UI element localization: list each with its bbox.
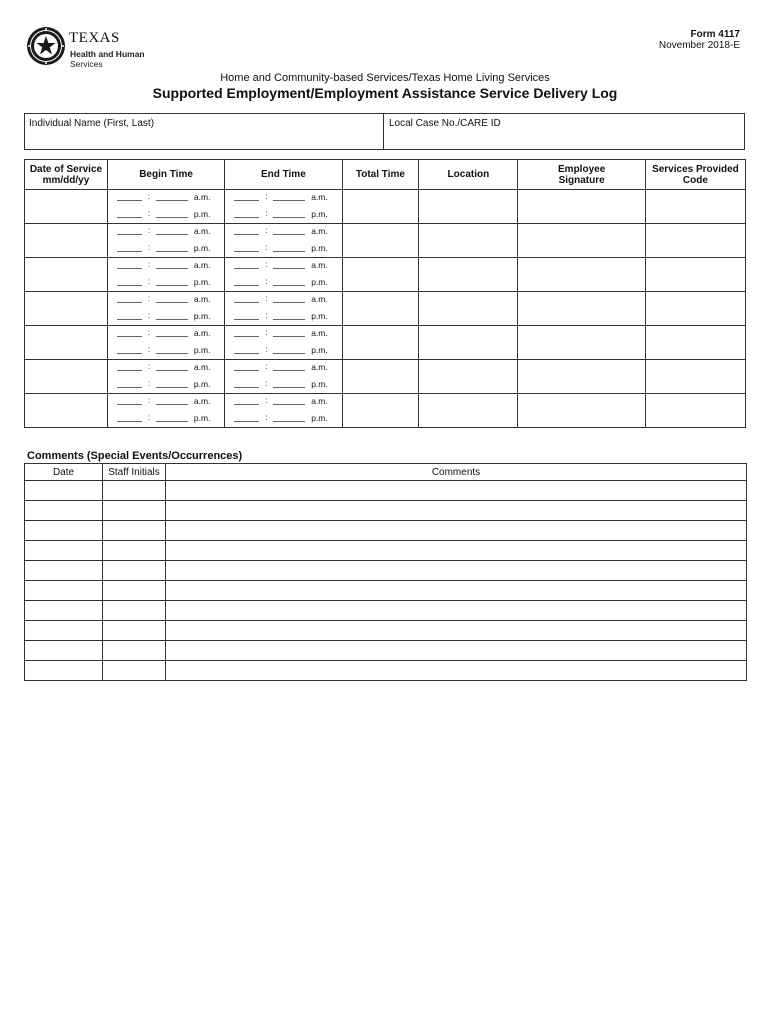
end-time-cell[interactable] — [225, 326, 342, 360]
hour-blank[interactable] — [117, 336, 142, 337]
meridiem-label: p.m. — [311, 311, 328, 321]
end-time-cell[interactable] — [225, 190, 342, 224]
am-time-input[interactable] — [108, 260, 224, 276]
comment-date-cell[interactable] — [25, 541, 103, 561]
date-of-service-cell[interactable] — [25, 360, 108, 394]
comment-text-cell[interactable] — [166, 481, 747, 501]
comment-text-cell[interactable] — [166, 641, 747, 661]
comments-section-title: Comments (Special Events/Occurrences) — [27, 450, 243, 462]
time-colon: : — [147, 209, 151, 218]
hour-blank[interactable] — [234, 200, 259, 201]
time-colon: : — [265, 277, 268, 286]
comment-date-cell[interactable] — [25, 641, 103, 661]
minute-blank[interactable] — [156, 285, 188, 286]
meridiem-label: p.m. — [311, 413, 328, 423]
staff-initials-cell[interactable] — [103, 661, 166, 681]
column-header: Location — [419, 160, 518, 190]
service-code-cell[interactable] — [645, 190, 745, 224]
minute-blank[interactable] — [273, 421, 305, 422]
minute-blank[interactable] — [156, 353, 188, 354]
minute-blank[interactable] — [156, 404, 188, 405]
am-time-input[interactable] — [225, 362, 341, 378]
date-of-service-cell[interactable] — [25, 394, 108, 428]
hour-blank[interactable] — [234, 370, 259, 371]
comment-row — [25, 501, 747, 521]
comment-text-cell[interactable] — [166, 661, 747, 681]
minute-blank[interactable] — [273, 251, 305, 252]
meridiem-label: a.m. — [311, 226, 328, 236]
employee-signature-cell[interactable] — [518, 394, 645, 428]
meridiem-label: a.m. — [193, 260, 211, 270]
time-colon: : — [265, 226, 268, 235]
total-time-cell[interactable] — [342, 258, 419, 292]
comment-date-cell[interactable] — [25, 481, 103, 501]
comment-row — [25, 581, 747, 601]
comments-column-header: Staff Initials — [103, 464, 166, 481]
meridiem-label: a.m. — [311, 396, 328, 406]
meridiem-label: a.m. — [193, 328, 211, 338]
time-colon: : — [265, 413, 268, 422]
minute-blank[interactable] — [156, 370, 188, 371]
comment-date-cell[interactable] — [25, 621, 103, 641]
service-row — [25, 190, 746, 224]
staff-initials-cell[interactable] — [103, 581, 166, 601]
logo-state-name: TEXAS — [69, 30, 120, 46]
meridiem-label: a.m. — [311, 328, 328, 338]
am-time-input[interactable] — [225, 192, 341, 208]
meridiem-label: p.m. — [193, 379, 211, 389]
hour-blank[interactable] — [117, 200, 142, 201]
total-time-cell[interactable] — [342, 190, 419, 224]
location-cell[interactable] — [419, 190, 518, 224]
pm-time-input[interactable] — [225, 413, 341, 429]
hour-blank[interactable] — [234, 268, 259, 269]
hour-blank[interactable] — [234, 404, 259, 405]
time-colon: : — [265, 328, 268, 337]
service-delivery-table — [24, 159, 746, 428]
hour-blank[interactable] — [117, 234, 142, 235]
employee-signature-cell[interactable] — [518, 190, 645, 224]
am-time-input[interactable] — [108, 226, 224, 242]
minute-blank[interactable] — [273, 200, 305, 201]
minute-blank[interactable] — [156, 251, 188, 252]
meridiem-label: a.m. — [311, 362, 328, 372]
meridiem-label: a.m. — [311, 294, 328, 304]
begin-time-cell[interactable] — [107, 326, 224, 360]
am-time-input[interactable] — [108, 192, 224, 208]
staff-initials-cell[interactable] — [103, 521, 166, 541]
employee-signature-cell[interactable] — [518, 258, 645, 292]
column-header: Begin Time — [107, 160, 224, 190]
service-row — [25, 360, 746, 394]
comment-date-cell[interactable] — [25, 601, 103, 621]
begin-time-cell[interactable] — [107, 190, 224, 224]
meridiem-label: p.m. — [311, 345, 328, 355]
employee-signature-cell[interactable] — [518, 326, 645, 360]
minute-blank[interactable] — [273, 353, 305, 354]
time-colon: : — [147, 243, 151, 252]
hour-blank[interactable] — [234, 251, 259, 252]
meridiem-label: a.m. — [193, 396, 211, 406]
end-time-cell[interactable] — [225, 360, 342, 394]
staff-initials-cell[interactable] — [103, 541, 166, 561]
comments-column-header: Comments — [166, 464, 747, 481]
hour-blank[interactable] — [117, 353, 142, 354]
hour-blank[interactable] — [117, 319, 142, 320]
hour-blank[interactable] — [117, 268, 142, 269]
am-time-input[interactable] — [225, 328, 341, 344]
meridiem-label: p.m. — [311, 379, 328, 389]
hour-blank[interactable] — [117, 251, 142, 252]
comments-column-header: Date — [25, 464, 103, 481]
hour-blank[interactable] — [234, 234, 259, 235]
hour-blank[interactable] — [234, 336, 259, 337]
hour-blank[interactable] — [234, 319, 259, 320]
meridiem-label: p.m. — [193, 243, 211, 253]
total-time-cell[interactable] — [342, 394, 419, 428]
employee-signature-cell[interactable] — [518, 292, 645, 326]
hour-blank[interactable] — [234, 353, 259, 354]
date-of-service-cell[interactable] — [25, 292, 108, 326]
time-colon: : — [147, 311, 151, 320]
time-colon: : — [265, 396, 268, 405]
location-cell[interactable] — [419, 224, 518, 258]
form-revision-date: November 2018-E — [658, 40, 740, 51]
total-time-cell[interactable] — [342, 326, 419, 360]
logo-agency-name: Health and Human Services — [70, 49, 145, 69]
am-time-input[interactable] — [108, 328, 224, 344]
staff-initials-cell[interactable] — [103, 561, 166, 581]
total-time-cell[interactable] — [342, 224, 419, 258]
meridiem-label: p.m. — [193, 277, 211, 287]
form-number: Form 4117 — [690, 29, 740, 40]
date-of-service-cell[interactable] — [25, 258, 108, 292]
comment-text-cell[interactable] — [166, 601, 747, 621]
meridiem-label: a.m. — [193, 192, 211, 202]
hour-blank[interactable] — [234, 387, 259, 388]
column-header: Date of Service mm/dd/yy — [25, 160, 108, 190]
column-header: Employee Signature — [518, 160, 645, 190]
meridiem-label: p.m. — [193, 413, 211, 423]
time-colon: : — [265, 260, 268, 269]
employee-signature-cell[interactable] — [518, 224, 645, 258]
comment-date-cell[interactable] — [25, 501, 103, 521]
service-code-cell[interactable] — [645, 258, 745, 292]
hour-blank[interactable] — [234, 421, 259, 422]
minute-blank[interactable] — [273, 387, 305, 388]
time-colon: : — [265, 192, 268, 201]
comment-date-cell[interactable] — [25, 581, 103, 601]
minute-blank[interactable] — [273, 370, 305, 371]
comment-text-cell[interactable] — [166, 541, 747, 561]
service-code-cell[interactable] — [645, 360, 745, 394]
time-colon: : — [147, 379, 151, 388]
minute-blank[interactable] — [273, 319, 305, 320]
time-colon: : — [265, 345, 268, 354]
minute-blank[interactable] — [273, 404, 305, 405]
comment-text-cell[interactable] — [166, 581, 747, 601]
meridiem-label: a.m. — [311, 260, 328, 270]
meridiem-label: a.m. — [311, 192, 328, 202]
hour-blank[interactable] — [234, 217, 259, 218]
time-colon: : — [265, 311, 268, 320]
time-colon: : — [265, 209, 268, 218]
meridiem-label: p.m. — [311, 243, 328, 253]
meridiem-label: p.m. — [193, 345, 211, 355]
minute-blank[interactable] — [156, 387, 188, 388]
date-of-service-cell[interactable] — [25, 326, 108, 360]
minute-blank[interactable] — [273, 336, 305, 337]
am-time-input[interactable] — [225, 260, 341, 276]
minute-blank[interactable] — [156, 234, 188, 235]
comment-row — [25, 601, 747, 621]
am-time-input[interactable] — [108, 396, 224, 412]
comment-row — [25, 541, 747, 561]
comment-row — [25, 481, 747, 501]
individual-info-box — [24, 113, 745, 150]
meridiem-label: a.m. — [193, 294, 211, 304]
staff-initials-cell[interactable] — [103, 501, 166, 521]
service-code-cell[interactable] — [645, 292, 745, 326]
time-colon: : — [147, 396, 151, 405]
location-cell[interactable] — [419, 292, 518, 326]
form-title: Supported Employment/Employment Assistance Service Delivery Log — [152, 85, 618, 101]
am-time-input[interactable] — [225, 294, 341, 310]
time-colon: : — [265, 379, 268, 388]
minute-blank[interactable] — [273, 217, 305, 218]
service-code-cell[interactable] — [645, 224, 745, 258]
pm-time-input[interactable] — [108, 413, 224, 429]
time-colon: : — [147, 362, 151, 371]
column-header: End Time — [225, 160, 342, 190]
staff-initials-cell[interactable] — [103, 481, 166, 501]
comments-table — [24, 463, 747, 681]
comment-row — [25, 561, 747, 581]
minute-blank[interactable] — [273, 234, 305, 235]
comment-date-cell[interactable] — [25, 521, 103, 541]
date-of-service-cell[interactable] — [25, 190, 108, 224]
end-time-cell[interactable] — [225, 292, 342, 326]
time-colon: : — [147, 413, 151, 422]
column-header: Services Provided Code — [645, 160, 745, 190]
case-number-label: Local Case No./CARE ID — [389, 118, 501, 129]
comment-row — [25, 521, 747, 541]
am-time-input[interactable] — [225, 396, 341, 412]
comment-text-cell[interactable] — [166, 521, 747, 541]
time-colon: : — [265, 294, 268, 303]
texas-seal-icon — [26, 26, 66, 66]
service-row — [25, 394, 746, 428]
hhs-logo — [26, 26, 176, 72]
minute-blank[interactable] — [156, 200, 188, 201]
minute-blank[interactable] — [156, 319, 188, 320]
begin-time-cell[interactable] — [107, 394, 224, 428]
meridiem-label: p.m. — [193, 209, 211, 219]
location-cell[interactable] — [419, 360, 518, 394]
hour-blank[interactable] — [234, 302, 259, 303]
time-colon: : — [265, 362, 268, 371]
time-colon: : — [147, 260, 151, 269]
service-code-cell[interactable] — [645, 394, 745, 428]
individual-name-label: Individual Name (First, Last) — [29, 118, 155, 129]
am-time-input[interactable] — [225, 226, 341, 242]
comment-text-cell[interactable] — [166, 561, 747, 581]
service-table-header — [25, 160, 746, 190]
minute-blank[interactable] — [273, 285, 305, 286]
meridiem-label: p.m. — [193, 311, 211, 321]
date-of-service-cell[interactable] — [25, 224, 108, 258]
column-header: Total Time — [342, 160, 419, 190]
comment-row — [25, 621, 747, 641]
employee-signature-cell[interactable] — [518, 360, 645, 394]
comment-row — [25, 661, 747, 681]
end-time-cell[interactable] — [225, 258, 342, 292]
time-colon: : — [147, 192, 151, 201]
location-cell[interactable] — [419, 258, 518, 292]
end-time-cell[interactable] — [225, 224, 342, 258]
hour-blank[interactable] — [117, 217, 142, 218]
total-time-cell[interactable] — [342, 360, 419, 394]
hour-blank[interactable] — [117, 387, 142, 388]
time-colon: : — [147, 345, 151, 354]
comments-table-header — [25, 464, 747, 481]
comment-text-cell[interactable] — [166, 501, 747, 521]
minute-blank[interactable] — [273, 302, 305, 303]
service-row — [25, 326, 746, 360]
location-cell[interactable] — [419, 326, 518, 360]
location-cell[interactable] — [419, 394, 518, 428]
minute-blank[interactable] — [156, 421, 188, 422]
am-time-input[interactable] — [108, 294, 224, 310]
total-time-cell[interactable] — [342, 292, 419, 326]
minute-blank[interactable] — [156, 268, 188, 269]
service-row — [25, 292, 746, 326]
minute-blank[interactable] — [156, 336, 188, 337]
begin-time-cell[interactable] — [107, 258, 224, 292]
staff-initials-cell[interactable] — [103, 641, 166, 661]
service-code-cell[interactable] — [645, 326, 745, 360]
meridiem-label: a.m. — [193, 362, 211, 372]
end-time-cell[interactable] — [225, 394, 342, 428]
service-row — [25, 224, 746, 258]
service-row — [25, 258, 746, 292]
time-colon: : — [265, 243, 268, 252]
hour-blank[interactable] — [234, 285, 259, 286]
am-time-input[interactable] — [108, 362, 224, 378]
time-colon: : — [147, 226, 151, 235]
hour-blank[interactable] — [117, 404, 142, 405]
begin-time-cell[interactable] — [107, 292, 224, 326]
comment-date-cell[interactable] — [25, 661, 103, 681]
hour-blank[interactable] — [117, 421, 142, 422]
hour-blank[interactable] — [117, 370, 142, 371]
begin-time-cell[interactable] — [107, 224, 224, 258]
meridiem-label: p.m. — [311, 209, 328, 219]
comment-row — [25, 641, 747, 661]
hour-blank[interactable] — [117, 302, 142, 303]
staff-initials-cell[interactable] — [103, 621, 166, 641]
time-colon: : — [147, 328, 151, 337]
minute-blank[interactable] — [273, 268, 305, 269]
time-colon: : — [147, 294, 151, 303]
comment-date-cell[interactable] — [25, 561, 103, 581]
form-subtitle: Home and Community-based Services/Texas Home Living Services — [220, 72, 550, 84]
staff-initials-cell[interactable] — [103, 601, 166, 621]
minute-blank[interactable] — [156, 217, 188, 218]
meridiem-label: p.m. — [311, 277, 328, 287]
time-colon: : — [147, 277, 151, 286]
minute-blank[interactable] — [156, 302, 188, 303]
comment-text-cell[interactable] — [166, 621, 747, 641]
begin-time-cell[interactable] — [107, 360, 224, 394]
hour-blank[interactable] — [117, 285, 142, 286]
meridiem-label: a.m. — [193, 226, 211, 236]
